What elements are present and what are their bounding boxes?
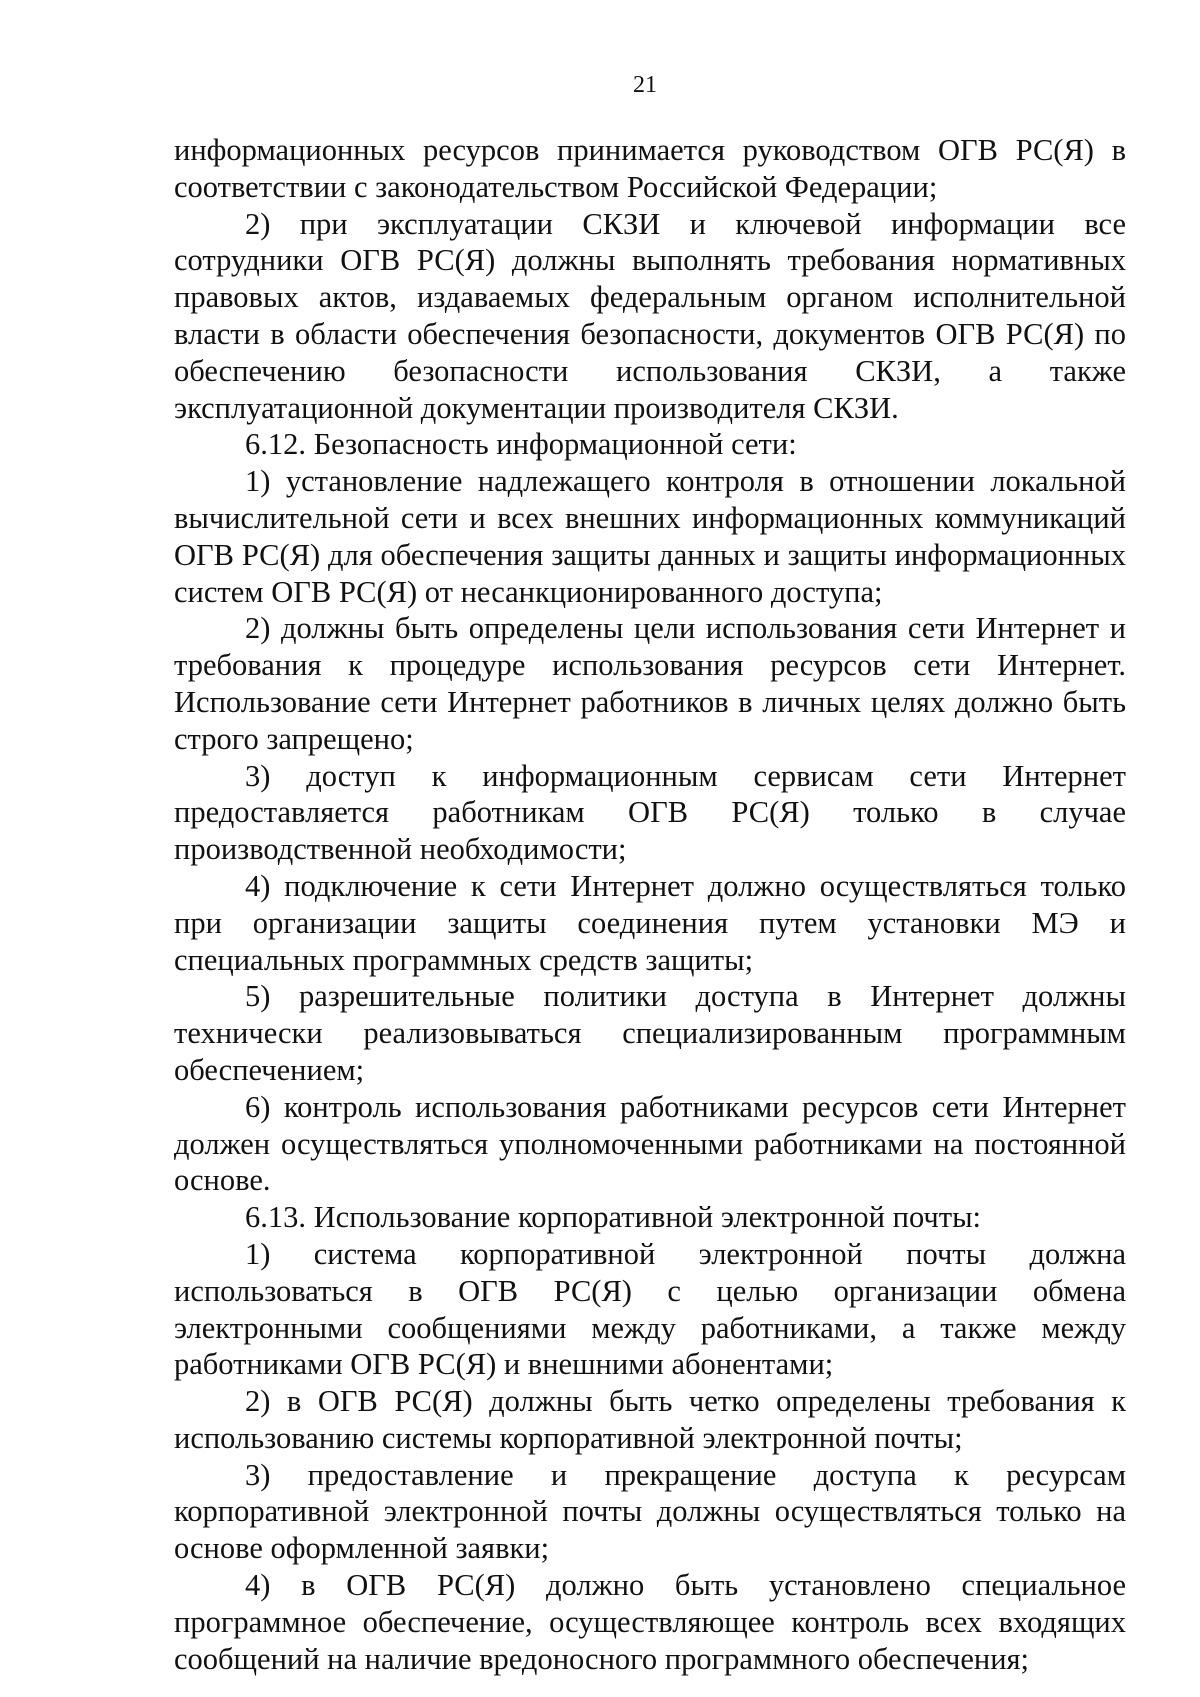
paragraph-usage-monitoring: 6) контроль использования работниками ресурсов сети Интернет должен осуществляться уполномоченными работниками на постоянной основе. xyxy=(174,1089,1126,1198)
paragraph-internet-access: 3) доступ к информационным сервисам сети Интернет предоставляется работникам ОГВ РС(Я) только в случае производственной необходимости; xyxy=(174,758,1126,867)
paragraph-continuation: информационных ресурсов принимается руководством ОГВ РС(Я) в соответствии с законодательством Российской Федерации; xyxy=(174,133,1126,204)
section-heading-6-13: 6.13. Использование корпоративной электронной почты: xyxy=(245,1200,982,1235)
section-heading-6-12: 6.12. Безопасность информационной сети: xyxy=(245,427,797,462)
paragraph-internet-connection: 4) подключение к сети Интернет должно осуществляться только при организации защиты соединения путем установки МЭ и специальных программных средств защиты; xyxy=(174,868,1126,977)
document-body xyxy=(174,132,1126,1677)
paragraph-email-access: 3) предоставление и прекращение доступа к ресурсам корпоративной электронной почты должны осуществляться только на основе оформленной заявки; xyxy=(174,1457,1126,1566)
paragraph-skzi-operation: 2) при эксплуатации СКЗИ и ключевой информации все сотрудники ОГВ РС(Я) должны выполнять требования нормативных правовых актов, издаваемых федеральным органом исполнительной власти в области обеспечения безопасности, документов ОГВ РС(Я) по обеспечению безопасности использования СКЗИ, а также эксплуатационной документации производителя СКЗИ. xyxy=(174,206,1126,425)
paragraph-malware-control: 4) в ОГВ РС(Я) должно быть установлено специальное программное обеспечение, осуществляющее контроль всех входящих сообщений на наличие вредоносного программного обеспечения; xyxy=(174,1568,1126,1676)
page-number: 21 xyxy=(633,72,657,98)
paragraph-network-control: 1) установление надлежащего контроля в отношении локальной вычислительной сети и всех внешних информационных коммуникаций ОГВ РС(Я) для обеспечения защиты данных и защиты информационных систем ОГВ РС(Я) от несанкционированного доступа; xyxy=(174,464,1126,609)
paragraph-email-system: 1) система корпоративной электронной почты должна использоваться в ОГВ РС(Я) с целью организации обмена электронными сообщениями между работниками, а также между работниками ОГВ РС(Я) и внешними абонентами; xyxy=(174,1236,1126,1382)
paragraph-internet-purposes: 2) должны быть определены цели использования сети Интернет и требования к процедуре использования ресурсов сети Интернет. Использование сети Интернет работников в личных целях должно быть строго запрещено; xyxy=(174,611,1126,756)
paragraph-access-policies: 5) разрешительные политики доступа в Интернет должны технически реализовываться специализированным программным обеспечением; xyxy=(174,979,1126,1087)
paragraph-email-requirements: 2) в ОГВ РС(Я) должны быть четко определены требования к использованию системы корпоративной электронной почты; xyxy=(174,1384,1126,1455)
